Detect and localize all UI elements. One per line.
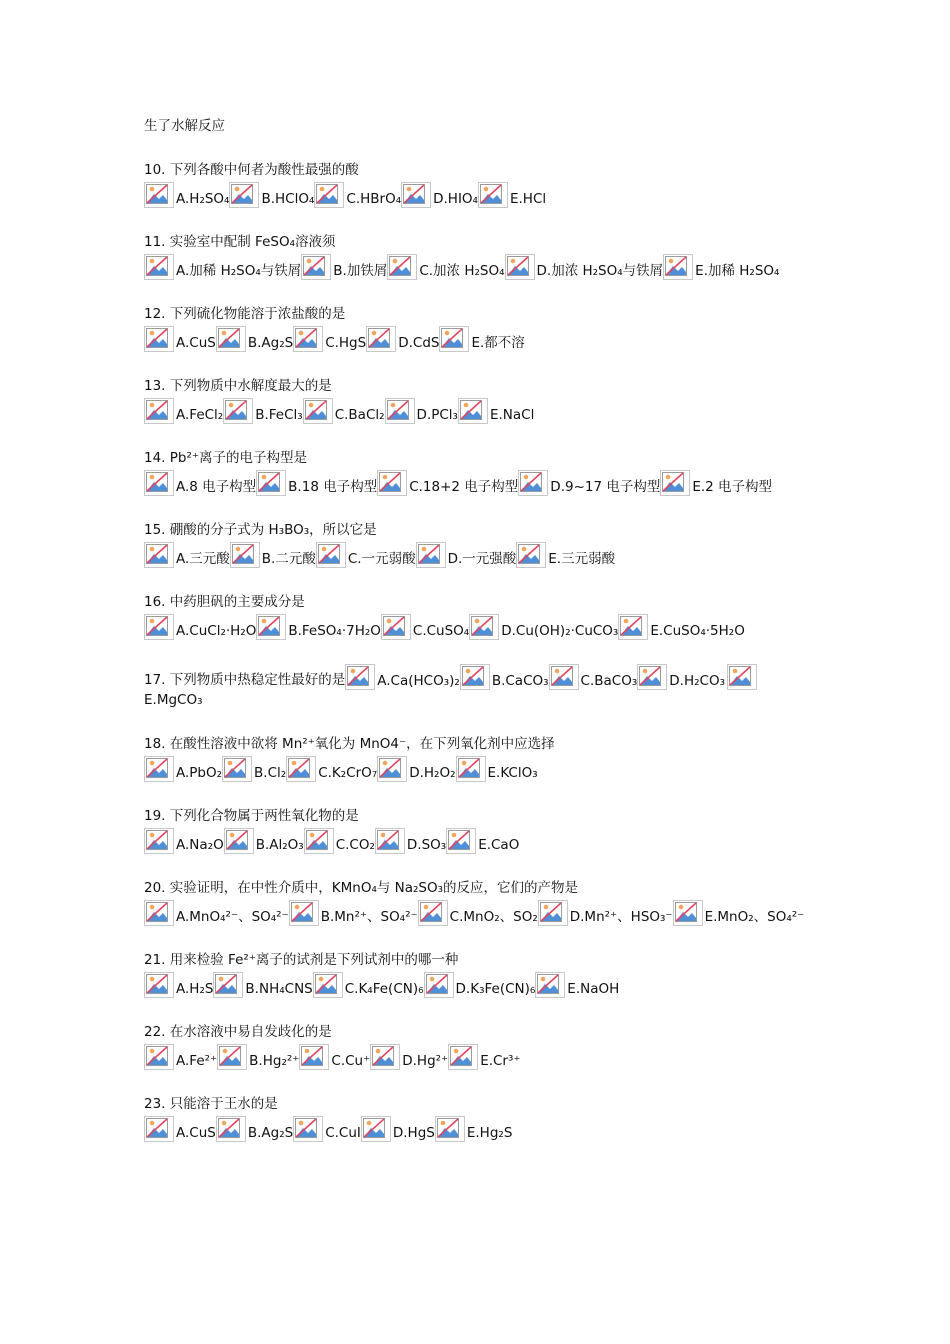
option-label: D.加浓 H₂SO₄与铁屑 xyxy=(536,263,664,279)
option-choice xyxy=(375,828,446,854)
question-number: 21. xyxy=(144,952,170,968)
question-text: 在水溶液中易自发歧化的是 xyxy=(169,1024,332,1040)
broken-image-icon xyxy=(316,542,346,568)
broken-image-icon xyxy=(256,470,286,496)
broken-image-icon xyxy=(144,900,174,926)
question-title xyxy=(144,448,824,468)
option-label: D.HIO₄ xyxy=(433,191,478,207)
option-choice xyxy=(314,182,401,208)
broken-image-icon xyxy=(301,254,331,280)
option-label: C.HBrO₄ xyxy=(346,191,402,207)
options-row xyxy=(144,1116,824,1142)
option-choice xyxy=(418,900,538,926)
option-label: E.Cr³⁺ xyxy=(480,1053,521,1069)
option-choice xyxy=(216,326,293,352)
option-choice xyxy=(256,614,381,640)
broken-image-icon xyxy=(387,254,417,280)
option-label: E.CuSO₄·5H₂O xyxy=(650,623,745,639)
option-label: E.HCl xyxy=(509,191,547,207)
option-label: A.CuS xyxy=(176,1125,216,1141)
broken-image-icon xyxy=(223,398,253,424)
option-label: A.8 电子构型 xyxy=(176,479,257,495)
broken-image-icon xyxy=(458,398,488,424)
option-choice xyxy=(144,756,222,782)
broken-image-icon xyxy=(439,326,469,352)
option-choice xyxy=(286,756,377,782)
option-label: C.HgS xyxy=(325,335,367,351)
broken-image-icon xyxy=(637,664,667,690)
option-choice xyxy=(345,664,460,690)
options-row xyxy=(144,972,824,998)
option-choice xyxy=(301,254,387,280)
broken-image-icon xyxy=(366,326,396,352)
options-row xyxy=(144,254,824,280)
option-choice xyxy=(416,542,517,568)
option-label: A.Fe²⁺ xyxy=(176,1053,218,1069)
broken-image-icon xyxy=(660,470,690,496)
option-choice xyxy=(217,1044,299,1070)
question-title xyxy=(144,520,824,540)
option-label: D.H₂CO₃ xyxy=(669,673,725,689)
options-row xyxy=(144,756,824,782)
option-label: E.MnO₂、SO₄²⁻ xyxy=(704,909,805,925)
option-label: A.Ca(HCO₃)₂ xyxy=(377,673,460,689)
question-text: 在酸性溶液中欲将 Mn²⁺氧化为 MnO4⁻，在下列氧化剂中应选择 xyxy=(169,736,555,752)
question-title xyxy=(144,1094,824,1114)
question-number: 12. xyxy=(144,306,170,322)
question-text: 只能溶于王水的是 xyxy=(169,1096,278,1112)
question-number: 22. xyxy=(144,1024,170,1040)
broken-image-icon xyxy=(304,828,334,854)
option-label: E.KClO₃ xyxy=(487,765,538,781)
option-label: E.NaCl xyxy=(489,407,535,423)
option-label: C.Cu⁺ xyxy=(331,1053,371,1069)
option-choice xyxy=(361,1116,435,1142)
options-row xyxy=(144,398,824,424)
question-15 xyxy=(144,520,824,568)
option-choice xyxy=(216,1116,293,1142)
option-choice xyxy=(535,972,619,998)
option-label: E.加稀 H₂SO₄ xyxy=(695,263,780,279)
option-label: A.H₂SO₄ xyxy=(176,191,230,207)
option-label: E.都不溶 xyxy=(471,335,525,351)
option-choice xyxy=(144,614,256,640)
option-label: D.一元强酸 xyxy=(447,551,517,567)
question-number: 10. xyxy=(144,162,170,178)
option-choice xyxy=(304,828,375,854)
document-page xyxy=(144,112,824,1166)
option-choice xyxy=(478,182,546,208)
question-text: 下列物质中水解度最大的是 xyxy=(169,378,332,394)
broken-image-icon xyxy=(229,182,259,208)
broken-image-icon xyxy=(518,470,548,496)
option-choice xyxy=(469,614,618,640)
broken-image-icon xyxy=(538,900,568,926)
option-label: C.MnO₂、SO₂ xyxy=(449,909,538,925)
option-choice xyxy=(293,1116,361,1142)
question-list xyxy=(144,160,824,1142)
broken-image-icon xyxy=(448,1044,478,1070)
broken-image-icon xyxy=(144,326,174,352)
option-choice xyxy=(293,326,366,352)
option-choice xyxy=(224,828,304,854)
option-choice xyxy=(144,326,216,352)
question-text: 用来检验 Fe²⁺离子的试剂是下列试剂中的哪一种 xyxy=(169,952,459,968)
question-title xyxy=(144,592,824,612)
option-label: D.CdS xyxy=(398,335,440,351)
broken-image-icon xyxy=(144,828,174,854)
option-choice xyxy=(673,900,805,926)
question-title xyxy=(144,950,824,970)
option-choice xyxy=(313,972,424,998)
option-choice xyxy=(660,470,772,496)
option-label: A.CuCl₂·H₂O xyxy=(176,623,257,639)
options-row xyxy=(144,326,824,352)
broken-image-icon xyxy=(299,1044,329,1070)
option-choice xyxy=(538,900,673,926)
broken-image-icon xyxy=(314,182,344,208)
question-number: 18. xyxy=(144,736,170,752)
option-label: D.H₂O₂ xyxy=(409,765,456,781)
question-17 xyxy=(144,664,824,710)
broken-image-icon xyxy=(381,614,411,640)
option-label: B.CaCO₃ xyxy=(491,673,549,689)
option-label: D.PCl₃ xyxy=(416,407,458,423)
question-13 xyxy=(144,376,824,424)
broken-image-icon xyxy=(663,254,693,280)
option-choice xyxy=(144,254,301,280)
broken-image-icon xyxy=(144,1116,174,1142)
question-text: 硼酸的分子式为 H₃BO₃，所以它是 xyxy=(169,522,377,538)
broken-image-icon xyxy=(222,756,252,782)
question-title xyxy=(144,878,824,898)
question-number: 19. xyxy=(144,808,170,824)
question-number: 17. xyxy=(144,672,170,688)
option-label: C.K₄Fe(CN)₆ xyxy=(344,981,424,997)
option-choice xyxy=(316,542,416,568)
broken-image-icon xyxy=(217,1044,247,1070)
option-label: E.三元弱酸 xyxy=(548,551,616,567)
option-label: C.18+2 电子构型 xyxy=(409,479,519,495)
broken-image-icon xyxy=(216,326,246,352)
question-11 xyxy=(144,232,824,280)
option-label: A.MnO₄²⁻、SO₄²⁻ xyxy=(176,909,289,925)
options-row xyxy=(144,1044,824,1070)
option-choice xyxy=(549,664,638,690)
option-choice xyxy=(424,972,536,998)
option-choice xyxy=(401,182,478,208)
option-choice xyxy=(439,326,524,352)
option-label: A.H₂S xyxy=(176,981,214,997)
option-choice xyxy=(377,470,518,496)
broken-image-icon xyxy=(418,900,448,926)
option-choice xyxy=(144,398,223,424)
question-14 xyxy=(144,448,824,496)
option-choice xyxy=(458,398,534,424)
option-choice xyxy=(618,614,744,640)
option-choice xyxy=(222,756,286,782)
broken-image-icon xyxy=(456,756,486,782)
broken-image-icon xyxy=(313,972,343,998)
option-label: C.CuSO₄ xyxy=(412,623,470,639)
question-22 xyxy=(144,1022,824,1070)
option-choice xyxy=(144,542,230,568)
option-label: E.NaOH xyxy=(567,981,620,997)
question-21 xyxy=(144,950,824,998)
broken-image-icon xyxy=(401,182,431,208)
question-12 xyxy=(144,304,824,352)
options-row xyxy=(144,182,824,208)
broken-image-icon xyxy=(478,182,508,208)
option-label: B.Ag₂S xyxy=(247,335,294,351)
option-label: D.Hg²⁺ xyxy=(402,1053,449,1069)
option-choice xyxy=(505,254,664,280)
question-18 xyxy=(144,734,824,782)
option-label: A.PbO₂ xyxy=(176,765,223,781)
question-title xyxy=(144,1022,824,1042)
question-text: 下列化合物属于两性氧化物的是 xyxy=(169,808,359,824)
question-title xyxy=(144,232,824,252)
option-label: B.Cl₂ xyxy=(254,765,287,781)
broken-image-icon xyxy=(446,828,476,854)
broken-image-icon xyxy=(469,614,499,640)
broken-image-icon xyxy=(144,972,174,998)
option-label: B.加铁屑 xyxy=(333,263,388,279)
question-title xyxy=(144,160,824,180)
option-label: D.Mn²⁺、HSO₃⁻ xyxy=(569,909,673,925)
broken-image-icon xyxy=(516,542,546,568)
broken-image-icon xyxy=(424,972,454,998)
question-text: 下列物质中热稳定性最好的是 xyxy=(169,672,346,688)
option-label: C.CO₂ xyxy=(335,837,375,853)
option-label: B.FeSO₄·7H₂O xyxy=(288,623,381,639)
question-text: 中药胆矾的主要成分是 xyxy=(169,594,305,610)
broken-image-icon xyxy=(535,972,565,998)
broken-image-icon xyxy=(303,398,333,424)
question-23 xyxy=(144,1094,824,1142)
options-row xyxy=(144,542,824,568)
broken-image-icon xyxy=(144,1044,174,1070)
question-title xyxy=(144,734,824,754)
option-choice xyxy=(299,1044,370,1070)
option-choice xyxy=(213,972,312,998)
broken-image-icon xyxy=(144,254,174,280)
question-number: 20. xyxy=(144,880,170,896)
option-choice xyxy=(387,254,504,280)
options-row xyxy=(144,470,824,496)
option-label: D.K₃Fe(CN)₆ xyxy=(455,981,536,997)
option-choice xyxy=(377,756,455,782)
option-label: A.加稀 H₂SO₄与铁屑 xyxy=(176,263,302,279)
broken-image-icon xyxy=(144,614,174,640)
option-label: C.CuI xyxy=(325,1125,361,1141)
question-text: 实验室中配制 FeSO₄溶液须 xyxy=(169,234,336,250)
broken-image-icon xyxy=(144,470,174,496)
option-choice xyxy=(446,828,519,854)
options-row xyxy=(144,828,824,854)
option-choice xyxy=(256,470,377,496)
option-label: B.HClO₄ xyxy=(261,191,315,207)
option-choice xyxy=(385,398,458,424)
options-row xyxy=(144,900,824,926)
option-label: D.9~17 电子构型 xyxy=(550,479,661,495)
option-choice xyxy=(144,1116,216,1142)
broken-image-icon xyxy=(144,756,174,782)
broken-image-icon xyxy=(230,542,260,568)
option-choice xyxy=(663,254,779,280)
option-choice xyxy=(460,664,549,690)
question-number: 16. xyxy=(144,594,170,610)
option-choice xyxy=(144,470,256,496)
question-number: 14. xyxy=(144,450,170,466)
question-16 xyxy=(144,592,824,640)
broken-image-icon xyxy=(256,614,286,640)
intro-text: 生了水解反应 xyxy=(144,118,225,134)
broken-image-icon xyxy=(216,1116,246,1142)
broken-image-icon xyxy=(293,326,323,352)
question-text: 下列各酸中何者为酸性最强的酸 xyxy=(169,162,359,178)
option-label: D.Cu(OH)₂·CuCO₃ xyxy=(501,623,619,639)
question-number: 15. xyxy=(144,522,170,538)
broken-image-icon xyxy=(361,1116,391,1142)
broken-image-icon xyxy=(618,614,648,640)
option-choice xyxy=(370,1044,448,1070)
broken-image-icon xyxy=(224,828,254,854)
broken-image-icon xyxy=(673,900,703,926)
option-label: B.Ag₂S xyxy=(247,1125,294,1141)
broken-image-icon xyxy=(144,182,174,208)
broken-image-icon xyxy=(144,398,174,424)
option-choice xyxy=(144,972,213,998)
option-choice xyxy=(144,828,224,854)
question-text: 下列硫化物能溶于浓盐酸的是 xyxy=(169,306,346,322)
option-choice xyxy=(144,1044,217,1070)
option-label: B.Mn²⁺、SO₄²⁻ xyxy=(320,909,418,925)
broken-image-icon xyxy=(144,542,174,568)
option-label: D.HgS xyxy=(392,1125,435,1141)
question-title xyxy=(144,806,824,826)
option-label: C.BaCl₂ xyxy=(334,407,385,423)
option-label: C.加浓 H₂SO₄ xyxy=(419,263,505,279)
broken-image-icon xyxy=(213,972,243,998)
option-choice xyxy=(144,900,289,926)
option-label: C.一元弱酸 xyxy=(347,551,416,567)
broken-image-icon xyxy=(375,828,405,854)
broken-image-icon xyxy=(345,664,375,690)
question-title xyxy=(144,664,824,690)
question-text: Pb²⁺离子的电子构型是 xyxy=(169,450,308,466)
option-choice xyxy=(381,614,469,640)
option-label: E.CaO xyxy=(478,837,520,853)
option-choice xyxy=(516,542,615,568)
option-label: D.SO₃ xyxy=(406,837,447,853)
option-label: A.FeCl₂ xyxy=(176,407,224,423)
broken-image-icon xyxy=(370,1044,400,1070)
broken-image-icon xyxy=(293,1116,323,1142)
option-label: E.Hg₂S xyxy=(466,1125,513,1141)
option-choice xyxy=(289,900,418,926)
broken-image-icon xyxy=(549,664,579,690)
option-label: C.BaCO₃ xyxy=(580,673,638,689)
option-label: A.CuS xyxy=(176,335,216,351)
option-label: C.K₂CrO₇ xyxy=(318,765,378,781)
question-number: 11. xyxy=(144,234,170,250)
broken-image-icon xyxy=(435,1116,465,1142)
question-number: 23. xyxy=(144,1096,170,1112)
option-choice xyxy=(303,398,385,424)
option-choice xyxy=(637,664,725,690)
broken-image-icon xyxy=(460,664,490,690)
question-title xyxy=(144,376,824,396)
option-label: A.三元酸 xyxy=(176,551,230,567)
option-label: E.MgCO₃ xyxy=(144,692,203,708)
option-label: B.Hg₂²⁺ xyxy=(249,1053,300,1069)
option-choice xyxy=(518,470,660,496)
broken-image-icon xyxy=(289,900,319,926)
question-title xyxy=(144,304,824,324)
broken-image-icon xyxy=(416,542,446,568)
broken-image-icon xyxy=(385,398,415,424)
options-row xyxy=(144,614,824,640)
option-label: B.FeCl₃ xyxy=(255,407,303,423)
option-label: B.18 电子构型 xyxy=(288,479,378,495)
question-20 xyxy=(144,878,824,926)
option-choice xyxy=(144,182,229,208)
broken-image-icon xyxy=(727,664,757,690)
question-19 xyxy=(144,806,824,854)
option-choice xyxy=(229,182,314,208)
option-choice xyxy=(366,326,439,352)
question-number: 13. xyxy=(144,378,170,394)
option-choice xyxy=(223,398,302,424)
broken-image-icon xyxy=(505,254,535,280)
option-label: E.2 电子构型 xyxy=(692,479,773,495)
broken-image-icon xyxy=(377,756,407,782)
option-label: B.Al₂O₃ xyxy=(255,837,304,853)
broken-image-icon xyxy=(377,470,407,496)
question-text: 实验证明，在中性介质中，KMnO₄与 Na₂SO₃的反应，它们的产物是 xyxy=(169,880,579,896)
option-label: B.二元酸 xyxy=(261,551,316,567)
option-label: A.Na₂O xyxy=(176,837,224,853)
option-choice xyxy=(435,1116,513,1142)
option-label: B.NH₄CNS xyxy=(245,981,313,997)
option-choice xyxy=(448,1044,520,1070)
option-choice xyxy=(456,756,538,782)
question-10 xyxy=(144,160,824,208)
option-choice xyxy=(230,542,316,568)
broken-image-icon xyxy=(286,756,316,782)
